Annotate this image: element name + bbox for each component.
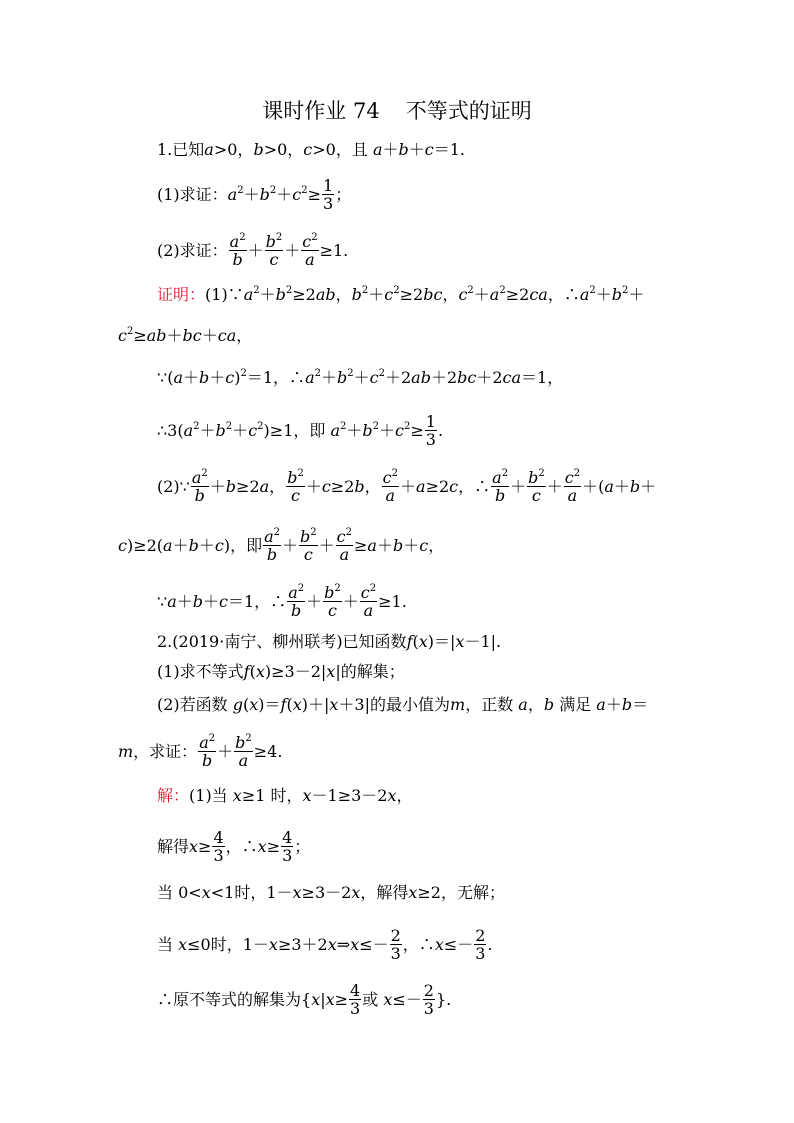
- problem-2-part-1: (1)求不等式f(x)≥3－2|x|的解集；: [157, 662, 405, 681]
- problem-2-stem: 2.(2019·南宁、柳州联考)已知函数f(x)＝|x－1|.: [157, 632, 502, 651]
- proof-line-4: $\therefore 3(a^2+b^2+c^2)\ge 1$，即 $a^2+b^2+c^2\ge$ $\frac{1}{3}$ .: [157, 412, 444, 449]
- problem-2-part-2-cont: m，求证： $\frac{a^2}{b}$ ＋ $\frac{b^2}{a}$ ≥4.: [118, 733, 283, 770]
- problem-2-part-2: (2)若函数 g(x)＝f(x)＋|x＋3|的最小值为m，正数 a，b 满足 a＋b＝: [157, 695, 649, 714]
- solution-line-1: 解：(1)当 x≥1 时，x－1≥3－2x，: [157, 786, 413, 805]
- proof-label: 证明：: [157, 285, 206, 304]
- title-part2: 不等式的证明: [405, 99, 532, 123]
- solution-label: 解：: [157, 786, 190, 805]
- proof-line-6: c)≥2(a＋b＋c)，即 $\frac{a^2}{b}$ ＋ $\frac{b^2}{c}$ ＋ $\frac{c^2}{a}$ ≥a＋b＋c，: [118, 527, 445, 564]
- proof-line-1: 证明：$(1)\because a^2+b^2\ge 2ab$，$b^2+c^2\ge 2bc$，$c^2+a^2\ge 2ca$，$\therefore a^2+b^2+$: [157, 285, 645, 304]
- proof-line-2: $c^2\ge ab+bc+ca$，: [118, 326, 253, 345]
- solution-line-2: 解得x≥ $\frac{4}{3}$ ，∴x≥ $\frac{4}{3}$ ；: [157, 828, 311, 865]
- solution-line-3: 当 0<x<1时，1－x≥3－2x，解得x≥2，无解；: [157, 883, 505, 902]
- problem-1-stem: 1.已知a>0，b>0，c>0，且 a＋b＋c＝1.: [157, 140, 466, 159]
- proof-line-7: ∵a＋b＋c＝1，∴ $\frac{a^2}{b}$ ＋ $\frac{b^2}{c}$ ＋ $\frac{c^2}{a}$ ≥1.: [157, 583, 407, 620]
- problem-1-part-2: (2)求证： $\frac{a^2}{b}$ ＋ $\frac{b^2}{c}$ ＋ $\frac{c^2}{a}$ ≥1.: [157, 232, 349, 269]
- solution-line-4: 当 x≤0时，1－x≥3＋2x⇒x≤－ $\frac{2}{3}$ ，∴x≤－ $\frac{2}{3}$ .: [157, 926, 493, 963]
- proof-line-3: $\because(a+b+c)^2=1$，$\therefore a^2+b^2+c^2+2ab+2bc+2ca=1$，: [157, 368, 564, 387]
- solution-line-5: ∴原不等式的解集为{x|x≥ $\frac{4}{3}$ 或 x≤－ $\frac{2}{3}$ }.: [157, 981, 452, 1018]
- proof-line-5: (2)∵ $\frac{a^2}{b}$ ＋b≥2a， $\frac{b^2}{c}$ ＋c≥2b， $\frac{c^2}{a}$ ＋a≥2c，∴ $\frac{a^2}{b}$ ＋ $\frac{b^2}{c}$ ＋ $\frac{c^2}{a}$ ＋(a＋b＋: [157, 468, 657, 505]
- problem-1-part-1: (1)求证：$a^2+b^2+c^2\ge$ $\frac{1}{3}$ ；: [157, 176, 352, 213]
- title-part1: 课时作业 74: [262, 99, 380, 123]
- page-title: [0, 98, 794, 124]
